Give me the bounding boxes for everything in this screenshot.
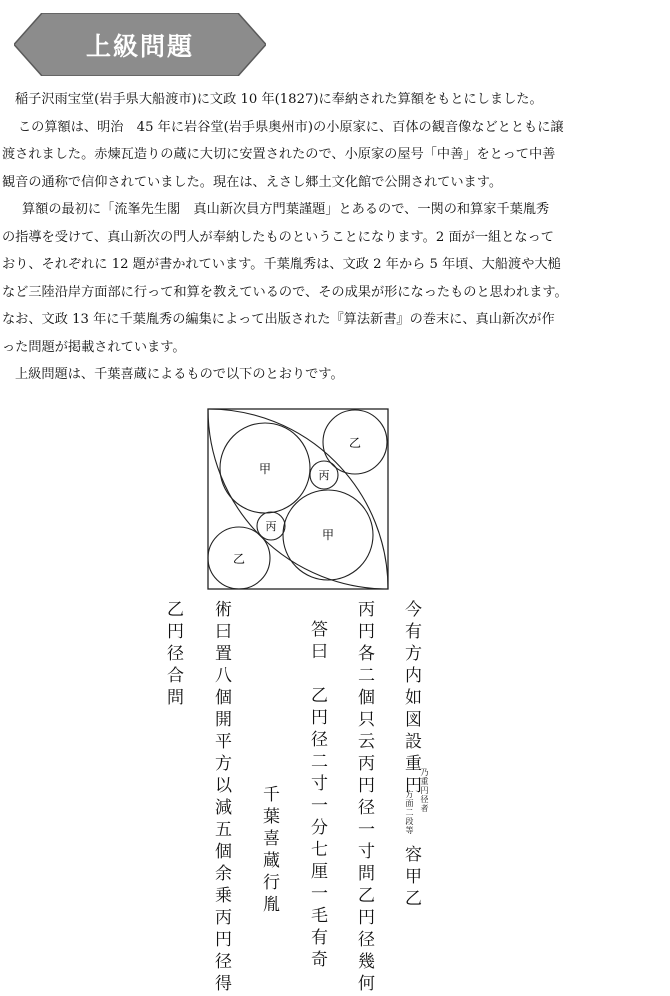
label-ko-lower: 甲	[321, 528, 335, 542]
sangaku-note-2: 方面二段等	[405, 790, 414, 835]
intro-line: 観音の通称で信仰されていました。現在は、えさし郷土文化館で公開されています。	[2, 174, 503, 190]
label-hei-upper: 丙	[318, 469, 330, 482]
intro-line: の指導を受けて、真山新次の門人が奉納したものということになります。2 面が一組となって	[2, 229, 554, 245]
circles-in-square-figure	[207, 408, 389, 590]
intro-line: なお、文政 13 年に千葉胤秀の編集によって出版された『算法新書』の巻末に、真山新次が作	[2, 312, 555, 327]
intro-line: 上級問題は、千葉喜蔵によるもので以下のとおりです。	[15, 367, 344, 382]
intro-line: 渡されました。赤煉瓦造りの蔵に大切に安置されたので、小原家の屋号「中善」をとって中善	[2, 147, 556, 162]
sangaku-note-1: 乃重円径者	[420, 768, 429, 813]
sangaku-col-2: 丙円各二個只云丙円径一寸問乙円径幾何	[354, 600, 374, 996]
section-banner	[14, 13, 266, 76]
label-otsu-upper: 乙	[348, 436, 362, 450]
intro-line: など三陸沿岸方面部に行って和算を教えているので、その成果が形になったものと思われます。	[2, 284, 568, 300]
sangaku-answer: 答曰 乙円径二寸一分七厘一毛有奇	[307, 620, 327, 972]
label-otsu-lower: 乙	[232, 552, 246, 566]
intro-text	[0, 86, 670, 389]
sangaku-col-1-tail: 容甲乙	[401, 845, 421, 911]
sangaku-conclusion: 乙円径合問	[163, 600, 183, 710]
intro-line: 稲子沢雨宝堂(岩手県大船渡市)に文政 10 年(1827)に奉納された算額をもとにしました。	[15, 92, 543, 107]
intro-line: おり、それぞれに 12 題が書かれています。千葉胤秀は、文政 2 年から 5 年頃、大船渡や大槌	[2, 257, 561, 272]
sangaku-author: 千葉喜蔵行胤	[259, 785, 279, 917]
sangaku-method: 術曰置八個開平方以減五個余乗丙円径得	[211, 600, 231, 996]
label-hei-lower: 丙	[265, 520, 277, 533]
label-ko-upper: 甲	[258, 462, 272, 476]
sangaku-col-1: 今有方内如図設重円	[401, 600, 421, 798]
page-title: 上級問題	[85, 31, 194, 61]
intro-line: この算額は、明治 45 年に岩谷堂(岩手県奥州市)の小原家に、百体の観音像などとともに譲	[18, 119, 564, 135]
intro-line: 算額の最初に「流峯先生閣 真山新次員方門葉謹題」とあるので、一関の和算家千葉胤秀	[22, 202, 550, 217]
intro-line: った問題が掲載されています。	[2, 339, 186, 355]
